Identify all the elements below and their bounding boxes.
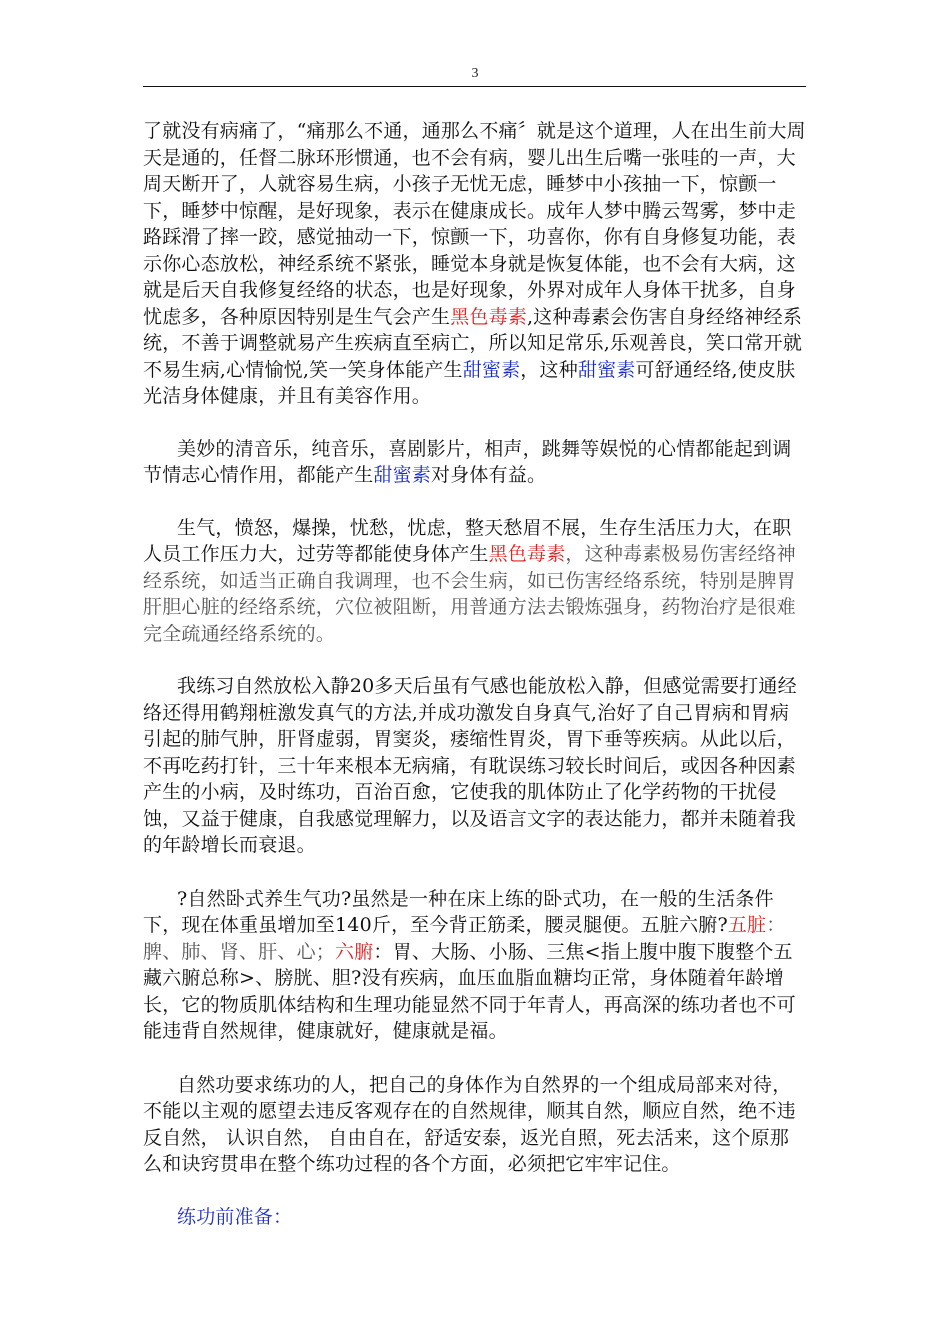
highlight-black-toxin: 黑色毒素	[488, 543, 566, 565]
paragraph-3: 生气，愤怒，爆操，忧愁，忧虑，整天愁眉不展，生存生活压力大，在职人员工作压力大，过劳等都能使身体产生黑色毒素，这种毒素极易伤害经络神经系统，如适当正确自我调理，也不会生病，如已伤害经络系统，特别是脾胃肝胆心脏的经络系统，穴位被阻断，用普通方法去锻炼强身，药物治疗是很难完全疏通经络系统的。	[143, 516, 796, 645]
highlight-black-toxin: 黑色毒素	[450, 305, 528, 328]
highlight-sweetener: 甜蜜素	[462, 358, 521, 381]
paragraph-2: 美妙的清音乐，纯音乐，喜剧影片，相声，跳舞等娱悦的心情都能起到调节情志心情作用，都能产生甜蜜素对身体有益。	[143, 437, 792, 486]
highlight-sweetener: 甜蜜素	[577, 358, 636, 381]
highlight-five-organs: 五脏	[727, 914, 767, 936]
paragraph-6: 自然功要求练功的人，把自己的身体作为自然界的一个组成局部来对待，不能以主观的愿望去违反客观存在的自然规律，顺其自然，顺应自然，绝不违反自然， 认识自然， 自由自在，舒适安泰，返光自照，死去活来，这个原那么和诀窍贯串在整个练功过程的各个方面，必须把它牢牢记住。	[143, 1073, 796, 1175]
paragraph-5: ?自然卧式养生气功?虽然是一种在床上练的卧式功，在一般的生活条件下，现在体重虽增加至140斤，至今背正筋柔，腰灵腿便。五脏六腑?五脏：脾、肺、肾、肝、心；六腑：胃、大肠、小肠、三焦<指上腹中腹下腹整个五藏六腑总称>、膀胱、胆?没有疾病，血压血脂血糖均正常，身体随着年龄增长，它的物质肌体结构和生理功能显然不同于年青人，再高深的练功者也不可能违背自然规律，健康就好，健康就是福。	[143, 887, 796, 1042]
paragraph-4: 我练习自然放松入静20多天后虽有气感也能放松入静，但感觉需要打通经络还得用鹤翔桩激发真气的方法,并成功激发自身真气,治好了自己胃病和胃病引起的肺气肿，肝肾虚弱，胃窦炎，痿缩性胃炎，胃下垂等疾病。从此以后，不再吃药打针，三十年来根本无病痛，有耽误练习较长时间后，或因各种因素产生的小病，及时练功，百治百愈，它使我的肌体防止了化学药物的干扰侵蚀，又益于健康，自我感觉理解力，以及语言文字的表达能力，都并未随着我的年龄增长而衰退。	[143, 675, 797, 856]
section-heading: 练功前准备：	[177, 1205, 293, 1228]
document-body	[143, 118, 806, 1230]
highlight-six-organs: 六腑	[335, 940, 374, 963]
header-divider	[143, 86, 806, 87]
highlight-sweetener: 甜蜜素	[373, 464, 432, 486]
page-number: 3	[471, 66, 479, 81]
paragraph-1: 了就没有病痛了，“痛那么不通，通那么不痛〞就是这个道理，人在出生前大周天是通的，任督二脉环形惯通，也不会有病，婴儿出生后嘴一张哇的一声，大周天断开了，人就容易生病，小孩子无忧无虑，睡梦中小孩抽一下，惊颤一下，睡梦中惊醒，是好现象，表示在健康成长。成年人梦中腾云驾雾，梦中走路踩滑了摔一跤，感觉抽动一下，惊颤一下，功喜你，你有自身修复功能，表示你心态放松，神经系统不紧张，睡觉本身就是恢复体能，也不会有大病，这就是后天自我修复经络的状态，也是好现象，外界对成年人身体干扰多，自身忧虑多，各种原因特别是生气会产生黑色毒素,这种毒素会伤害自身经络神经系统，不善于调整就易产生疾病直至病亡，所以知足常乐,乐观善良，笑口常开就不易生病,心情愉悦,笑一笑身体能产生甜蜜素，这种甜蜜素可舒通经络,使皮肤光洁身体健康，并且有美容作用。	[143, 120, 806, 407]
